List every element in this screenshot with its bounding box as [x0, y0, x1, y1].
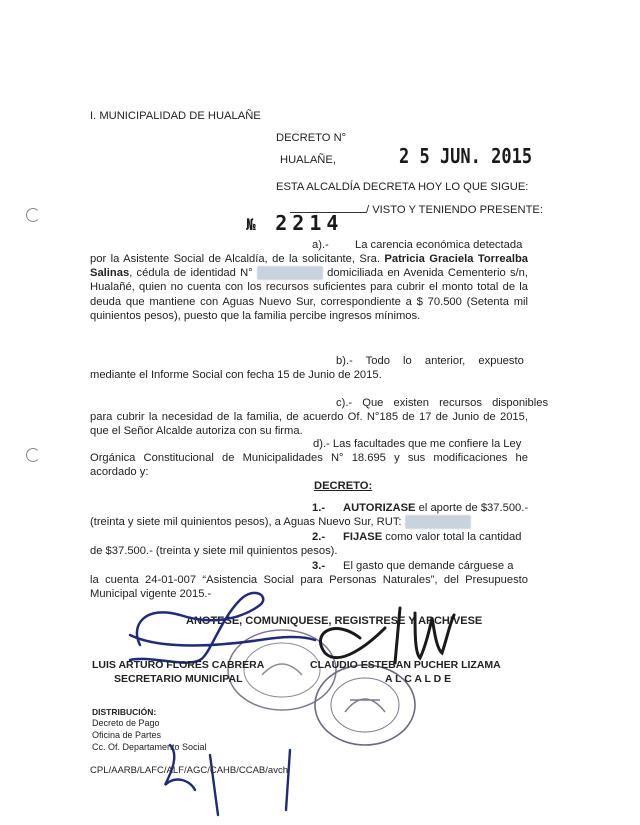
decree-number-label: DECRETO N° [276, 132, 347, 144]
item-a-text-pre: por la Asistente Social de Alcaldía, de la solicitante, Sra. [90, 253, 385, 265]
intro-line: ESTA ALCALDÍA DECRETA HOY LO QUE SIGUE: [276, 181, 529, 193]
item-a-line1: La carencia económica detectada [355, 239, 523, 251]
mayor-title: A L C A L D E [385, 673, 452, 685]
item2-number: 2.- [312, 531, 326, 543]
municipality-header: I. MUNICIPALIDAD DE HUALAÑE [90, 110, 261, 122]
secretary-name: LUIS ARTURO FLORES CABRERA [92, 659, 265, 671]
place-label: HUALAÑE, [280, 154, 336, 166]
decree-number: 2214 [275, 211, 344, 235]
decree-title: DECRETO: [314, 480, 373, 492]
distribution-title: DISTRIBUCIÓN: [92, 707, 157, 717]
punch-hole-top [26, 208, 40, 222]
distribution-item: Cc. Of. Departamento Social [92, 742, 207, 752]
redacted-company-rut [405, 515, 471, 529]
item3-text-a: El gasto que demande cárguese a [343, 560, 514, 572]
punch-hole-bottom [26, 448, 40, 462]
item-d-text: Orgánica Constitucional de Municipalidades N° 18.695 y sus modificaciones he acordado y: [90, 452, 528, 479]
decree-item3-line1 [312, 559, 513, 573]
decree-item2-line2: de $37.500.- (treinta y siete mil quinientos pesos). [90, 545, 338, 557]
initials-line: CPL/AARB/LAFC/ALF/AGC/CAHB/CCAB/avch [90, 765, 288, 776]
decree-number-stamp [246, 211, 343, 235]
item-a-text-post: domiciliada en Avenida Cementerio s/n, Hualañé, quien no cuenta con los recursos suficientes para cubrir el monto total de la deuda que mantiene con Aguas Nuevo Sur, correspondiente a $ 70.500 (Setenta mil quinientos pesos), puesto que la familia percibe ingresos mínimos. [90, 267, 528, 322]
item-d-marker: d).- Las facultades que me confiere la Ley [313, 438, 522, 450]
distribution-item: Oficina de Partes [92, 730, 162, 740]
distribution-item: Decreto de Pago [92, 718, 160, 728]
item-a-paragraph [90, 252, 528, 323]
secretary-title: SECRETARIO MUNICIPAL [114, 673, 243, 685]
item1-text-a: el aporte de $37.500.- [415, 502, 529, 514]
item-c-marker: c).- Que existen recursos disponibles [336, 397, 549, 409]
decree-number-underline [290, 212, 366, 213]
item1-text-b: (treinta y siete mil quinientos pesos), a Aguas Nuevo Sur, RUT: [90, 516, 405, 528]
stamp-prefix: № [246, 215, 276, 234]
item1-number: 1.- [312, 502, 326, 514]
item-a-text-mid: , cédula de identidad N° [129, 267, 257, 280]
initials-scribble [150, 740, 330, 820]
closing-line: ANOTESE, COMUNIQUESE, REGISTRESE Y ARCHIVESE [186, 615, 483, 627]
item-a-marker: a).- [312, 239, 329, 251]
decree-item2-line1 [312, 530, 521, 544]
item-b-marker: b).- Todo lo anterior, expuesto [336, 355, 524, 367]
item3-number: 3.- [312, 560, 326, 572]
item2-text-a: como valor total la cantidad [382, 531, 522, 543]
visto-line: / VISTO Y TENIENDO PRESENTE: [366, 204, 543, 216]
decree-item1-line2 [90, 515, 471, 529]
date-stamp: 2 5 JUN. 2015 [399, 144, 533, 168]
mayor-name: CLAUDIO ESTEBAN PUCHER LIZAMA [310, 659, 501, 671]
item-c-text: para cubrir la necesidad de la familia, de acuerdo Of. N°185 de 17 de Junio de 2015, que el Señor Alcalde autoriza con su firma. [90, 411, 528, 438]
decree-item1-line1 [312, 501, 528, 515]
decree-item3-line2: la cuenta 24-01-007 “Asistencia Social para Personas Naturales”, del Presupuesto Municipal vigente 2015.- [90, 574, 528, 601]
item1-keyword: AUTORIZASE [343, 502, 416, 514]
item2-keyword: FIJASE [343, 531, 383, 543]
redacted-rut [257, 266, 323, 280]
item-b-text: mediante el Informe Social con fecha 15 de Junio de 2015. [90, 369, 382, 381]
applicant-name: Patricia Graciela Torrealba Salinas [90, 253, 529, 280]
